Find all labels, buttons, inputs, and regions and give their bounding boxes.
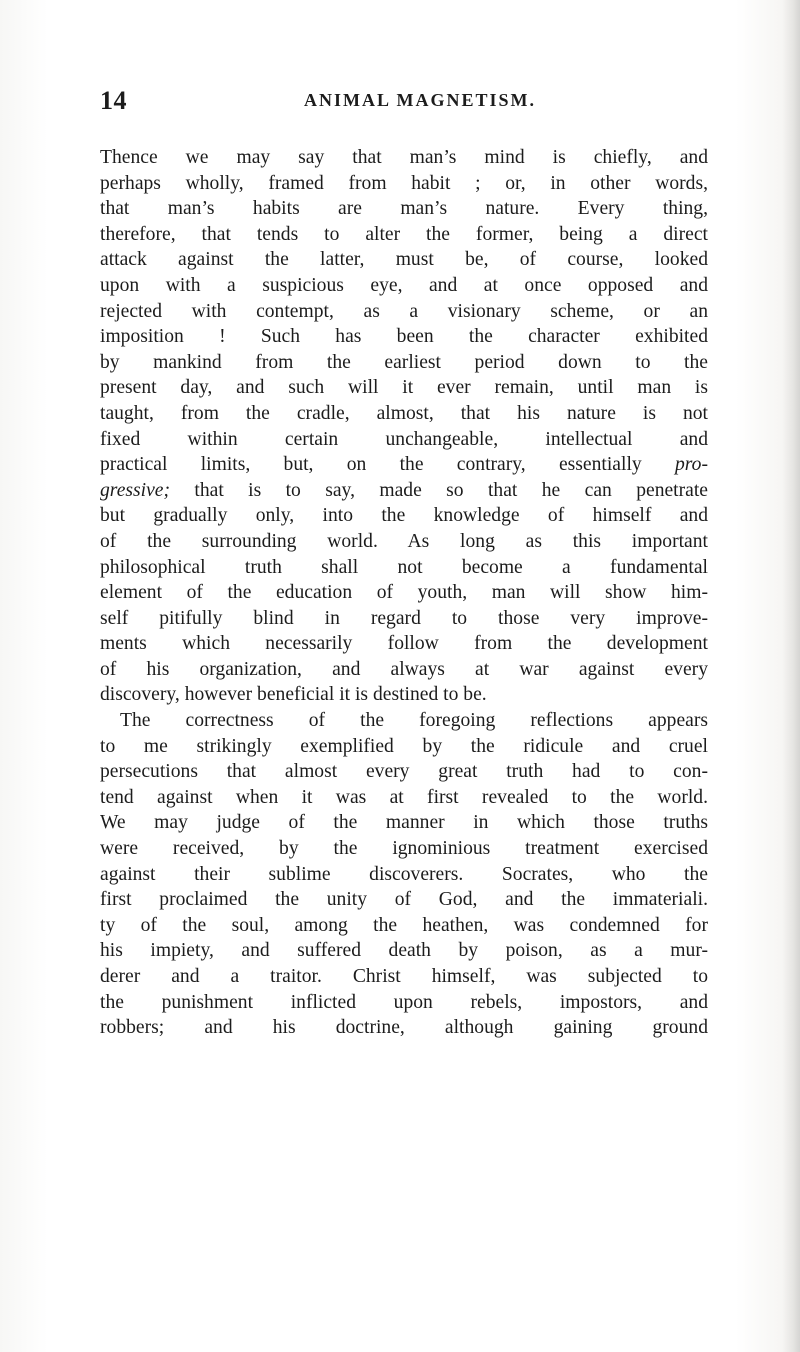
page-number: 14 — [100, 86, 127, 115]
italic-text: gressive; — [100, 479, 171, 501]
text-line: robbers; and his doctrine, although gaining ground — [100, 1017, 708, 1039]
text-line: therefore, that tends to alter the former, being a direct — [100, 223, 708, 245]
text-line: rejected with contempt, as a visionary scheme, or an — [100, 300, 708, 322]
text-line: element of the education of youth, man will show him- — [100, 582, 708, 604]
text-line: taught, from the cradle, almost, that his nature is not — [100, 402, 708, 424]
text-line: fixed within certain unchangeable, intellectual and — [100, 428, 708, 450]
text-line: Thence we may say that man’s mind is chiefly, and — [100, 147, 708, 168]
text-line: imposition ! Such has been the character exhibited — [100, 326, 708, 348]
text-line: first proclaimed the unity of God, and the immateriali. — [100, 889, 708, 911]
text-line: The correctness of the foregoing reflections appears — [120, 710, 708, 732]
text-line: were received, by the ignominious treatment exercised — [100, 838, 708, 860]
text-segment: that is to say, made so that he can penetrate — [170, 479, 708, 501]
body-text — [100, 145, 708, 1041]
text-line: derer and a traitor. Christ himself, was subjected to — [100, 966, 708, 987]
text-segment: practical limits, but, on the contrary, essentially — [100, 454, 675, 476]
page-edge-shadow — [782, 0, 800, 1352]
text-line: that man’s habits are man’s nature. Every thing, — [100, 198, 708, 220]
text-line: We may judge of the manner in which those truths — [100, 812, 708, 834]
text-line: persecutions that almost every great truth had to con- — [100, 761, 708, 783]
running-head: ANIMAL MAGNETISM. — [303, 90, 536, 110]
text-line: the punishment inflicted upon rebels, impostors, and — [100, 991, 708, 1013]
text-line: self pitifully blind in regard to those very improve- — [100, 607, 708, 629]
text-line: tend against when it was at first revealed to the world. — [100, 786, 708, 808]
text-line — [100, 452, 708, 478]
text-line: of the surrounding world. As long as this important — [100, 530, 708, 552]
italic-text: pro- — [674, 454, 708, 476]
text-line: by mankind from the earliest period down to the — [100, 351, 708, 373]
text-line: against their sublime discoverers. Socrates, who the — [100, 863, 708, 885]
text-line: discovery, however beneficial it is destined to be. — [100, 684, 487, 706]
text-line: attack against the latter, must be, of course, looked — [100, 249, 708, 271]
text-line — [100, 478, 708, 504]
text-line: philosophical truth shall not become a fundamental — [100, 556, 708, 578]
text-line: ty of the soul, among the heathen, was condemned for — [100, 914, 708, 936]
text-line: perhaps wholly, framed from habit ; or, in other words, — [100, 172, 708, 194]
text-line: present day, and such will it ever remain, until man is — [100, 377, 708, 399]
text-line: upon with a suspicious eye, and at once opposed and — [100, 274, 708, 296]
text-line: ments which necessarily follow from the development — [100, 633, 708, 655]
text-line: his impiety, and suffered death by poison, as a mur- — [100, 940, 708, 962]
page-header — [100, 86, 740, 116]
text-line: of his organization, and always at war against every — [100, 658, 708, 680]
text-line: but gradually only, into the knowledge of himself and — [100, 505, 708, 527]
text-line: to me strikingly exemplified by the ridicule and cruel — [100, 735, 708, 757]
